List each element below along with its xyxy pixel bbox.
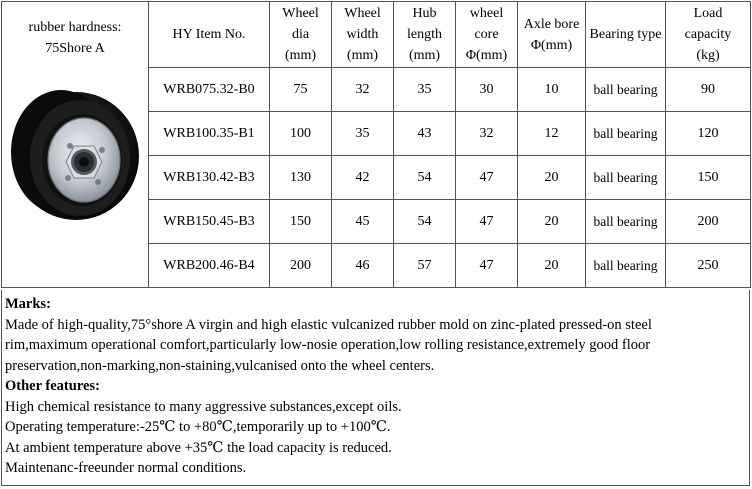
product-image-cell (2, 2, 149, 288)
cell-bore: 12 (518, 112, 586, 156)
cell-bearing: ball bearing (586, 156, 666, 200)
cell-bearing: ball bearing (586, 200, 666, 244)
cell-hub: 54 (394, 156, 456, 200)
cell-bore: 20 (518, 244, 586, 288)
feature-line: Operating temperature:-25℃ to +80℃,temporarily up to +100℃. (5, 419, 391, 435)
col-hub-length: Hub length (mm) (394, 2, 456, 68)
cell-bearing: ball bearing (586, 112, 666, 156)
cell-dia: 200 (270, 244, 332, 288)
cell-bearing: ball bearing (586, 244, 666, 288)
cell-core: 32 (456, 112, 518, 156)
marks-line: Made of high-quality,75°shore A virgin and high elastic vulcanized rubber mold on zinc-plated pressed-on steel (5, 316, 652, 333)
col-bearing-type: Bearing type (586, 2, 666, 68)
feature-line: Maintenanc-freeunder normal conditions. (5, 460, 247, 476)
col-wheel-width: Wheel width (mm) (332, 2, 394, 68)
cell-item: WRB200.46-B4 (149, 244, 270, 288)
feature-line: High chemical resistance to many aggressive substances,except oils. (5, 398, 402, 415)
col-load-capacity: Load capacity (kg) (666, 2, 751, 68)
cell-dia: 150 (270, 200, 332, 244)
cell-hub: 54 (394, 200, 456, 244)
col-item-no: HY Item No. (149, 2, 270, 68)
cell-bore: 10 (518, 68, 586, 112)
cell-load: 90 (666, 68, 751, 112)
cell-item: WRB150.45-B3 (149, 200, 270, 244)
cell-item: WRB130.42-B3 (149, 156, 270, 200)
col-wheel-core: wheel core Φ(mm) (456, 2, 518, 68)
cell-dia: 100 (270, 112, 332, 156)
cell-item: WRB100.35-B1 (149, 112, 270, 156)
other-features-heading: Other features: (5, 378, 100, 394)
feature-line: At ambient temperature above +35℃ the load capacity is reduced. (5, 439, 392, 456)
description-panel (1, 290, 750, 486)
cell-core: 30 (456, 68, 518, 112)
cell-load: 120 (666, 112, 751, 156)
cell-item: WRB075.32-B0 (149, 68, 270, 112)
cell-width: 32 (332, 68, 394, 112)
cell-load: 250 (666, 244, 751, 288)
marks-line: rim,maximum operational comfort,particularly low-nosie operation,low rolling resistance,extremely good floor (5, 337, 651, 353)
col-axle-bore: Axle bore Φ(mm) (518, 2, 586, 68)
cell-hub: 43 (394, 112, 456, 156)
cell-width: 45 (332, 200, 394, 244)
cell-hub: 35 (394, 68, 456, 112)
rubber-hardness-note: rubber hardness: 75Shore A (28, 20, 122, 56)
cell-load: 200 (666, 200, 751, 244)
cell-core: 47 (456, 156, 518, 200)
cell-bore: 20 (518, 156, 586, 200)
cell-bore: 20 (518, 200, 586, 244)
marks-line: preservation,non-marking,non-staining,vulcanised onto the wheel centers. (5, 357, 435, 374)
spec-table (1, 1, 751, 288)
wheel-product-image (6, 74, 140, 222)
cell-core: 47 (456, 244, 518, 288)
cell-bearing: ball bearing (586, 68, 666, 112)
cell-core: 47 (456, 200, 518, 244)
cell-hub: 57 (394, 244, 456, 288)
marks-heading: Marks: (5, 296, 51, 312)
cell-width: 35 (332, 112, 394, 156)
cell-width: 42 (332, 156, 394, 200)
header-row (2, 2, 751, 68)
col-wheel-dia: Wheel dia (mm) (270, 2, 332, 68)
cell-width: 46 (332, 244, 394, 288)
cell-dia: 130 (270, 156, 332, 200)
cell-load: 150 (666, 156, 751, 200)
cell-dia: 75 (270, 68, 332, 112)
